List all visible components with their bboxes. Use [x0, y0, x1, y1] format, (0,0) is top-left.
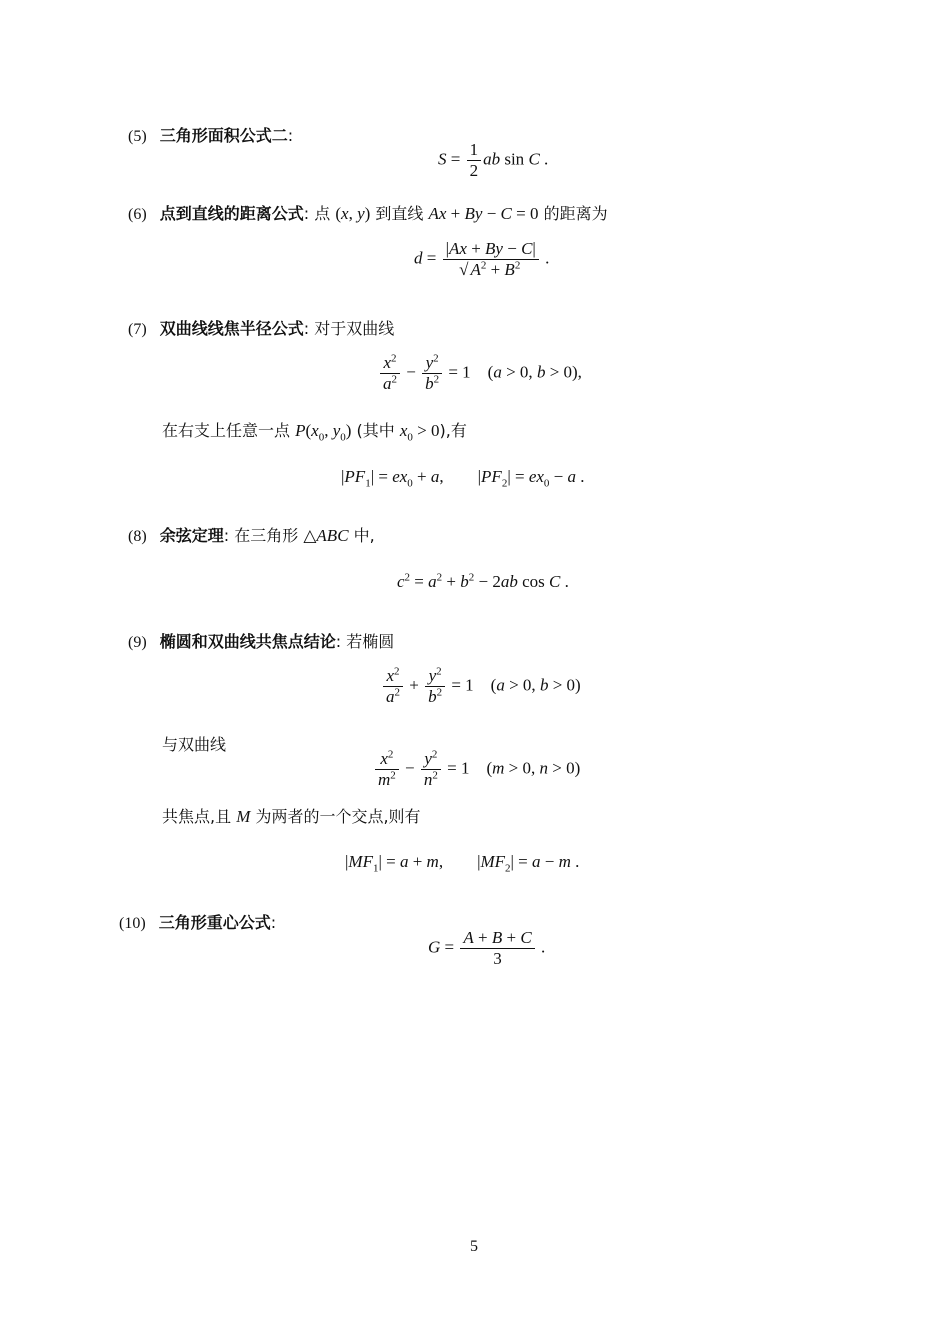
formula-cosine-law: $c^2 = a^2 + b^2 - 2ab$ cos C . [397, 571, 569, 591]
item-7-line2a: 在右支上任意一点 [162, 421, 291, 440]
item-7-number: (7) [128, 321, 147, 338]
line-equation: Ax + By − C = 0 [428, 204, 539, 223]
item-5-title: 三角形面积公式二 [159, 126, 288, 145]
item-6-number: (6) [128, 206, 147, 223]
point-xy: (x, y) [335, 204, 371, 223]
item-9-number: (9) [128, 634, 147, 651]
triangle-abc: △ABC [303, 526, 349, 545]
item-7-line2c: ),有 [439, 421, 467, 440]
item-8-text: : 在三角形 [223, 526, 299, 545]
formula-hyperbola-mn: $\frac{x^2}{m^2}$ − $\frac{y^2}{n^2}$ = 1 (m > 0, n > 0) [373, 749, 580, 790]
item-6-text: : 点 [303, 204, 331, 223]
item-5-number: (5) [128, 128, 147, 145]
item-7-heading [128, 316, 394, 339]
item-7-line2b: (其中 [356, 421, 395, 440]
item-10-number: (10) [119, 915, 146, 932]
item-9-heading [128, 629, 394, 652]
page-number: 5 [470, 1238, 478, 1255]
item-9-title: 椭圆和双曲线共焦点结论 [159, 632, 336, 651]
item-10-title: 三角形重心公式 [158, 913, 271, 932]
item-6-mid2: 的距离为 [543, 204, 608, 223]
item-9-line3a: 共焦点,且 [162, 807, 232, 826]
item-9-line3b: 为两者的一个交点,则有 [255, 807, 421, 826]
item-6-title: 点到直线的距离公式 [159, 204, 304, 223]
item-8-title: 余弦定理 [159, 526, 224, 545]
item-6-heading [128, 201, 608, 224]
formula-hyperbola: $\frac{x^2}{a^2}$ − $\frac{y^2}{b^2}$ = 1 (a > 0, b > 0), [378, 353, 582, 394]
item-10-colon: : [270, 913, 277, 932]
item-8-heading [128, 523, 375, 546]
item-8-number: (8) [128, 528, 147, 545]
formula-focal-radius: $|PF_1| = ex_0 + a$, $|PF_2| = ex_0 - a$ . [341, 467, 585, 490]
formula-point-line-distance: d = $\frac{|Ax + By - C|}{√ A^2 + B^2}$ . [414, 239, 550, 279]
item-9-text: : 若椭圆 [335, 632, 395, 651]
condition-x0: $x_0 > 0$ [399, 421, 440, 444]
point-p: $P(x_0$, $y_0$) [295, 421, 352, 444]
item-9-line3 [162, 804, 421, 827]
item-7-line2 [162, 418, 467, 444]
item-10-heading [119, 910, 276, 933]
item-6-mid1: 到直线 [375, 204, 424, 223]
formula-ellipse: $\frac{x^2}{a^2}$ + $\frac{y^2}{b^2}$ = 1 (a > 0, b > 0) [381, 666, 581, 707]
item-9-line2: 与双曲线 [162, 735, 227, 754]
item-5-colon: : [287, 126, 294, 145]
formula-triangle-area: S = $\frac{1}{2}$ ab sin C . [438, 140, 549, 180]
formula-common-focus: $|MF_1| = a + m$, $|MF_2| = a - m$ . [345, 852, 580, 875]
formula-centroid: G = $\frac{A + B + C}{3}$ . [428, 928, 546, 968]
item-7-text: : 对于双曲线 [303, 319, 395, 338]
item-8-mid1: 中, [353, 526, 375, 545]
point-m: M [236, 807, 251, 826]
item-5-heading [128, 123, 293, 146]
item-7-title: 双曲线线焦半径公式 [159, 319, 304, 338]
